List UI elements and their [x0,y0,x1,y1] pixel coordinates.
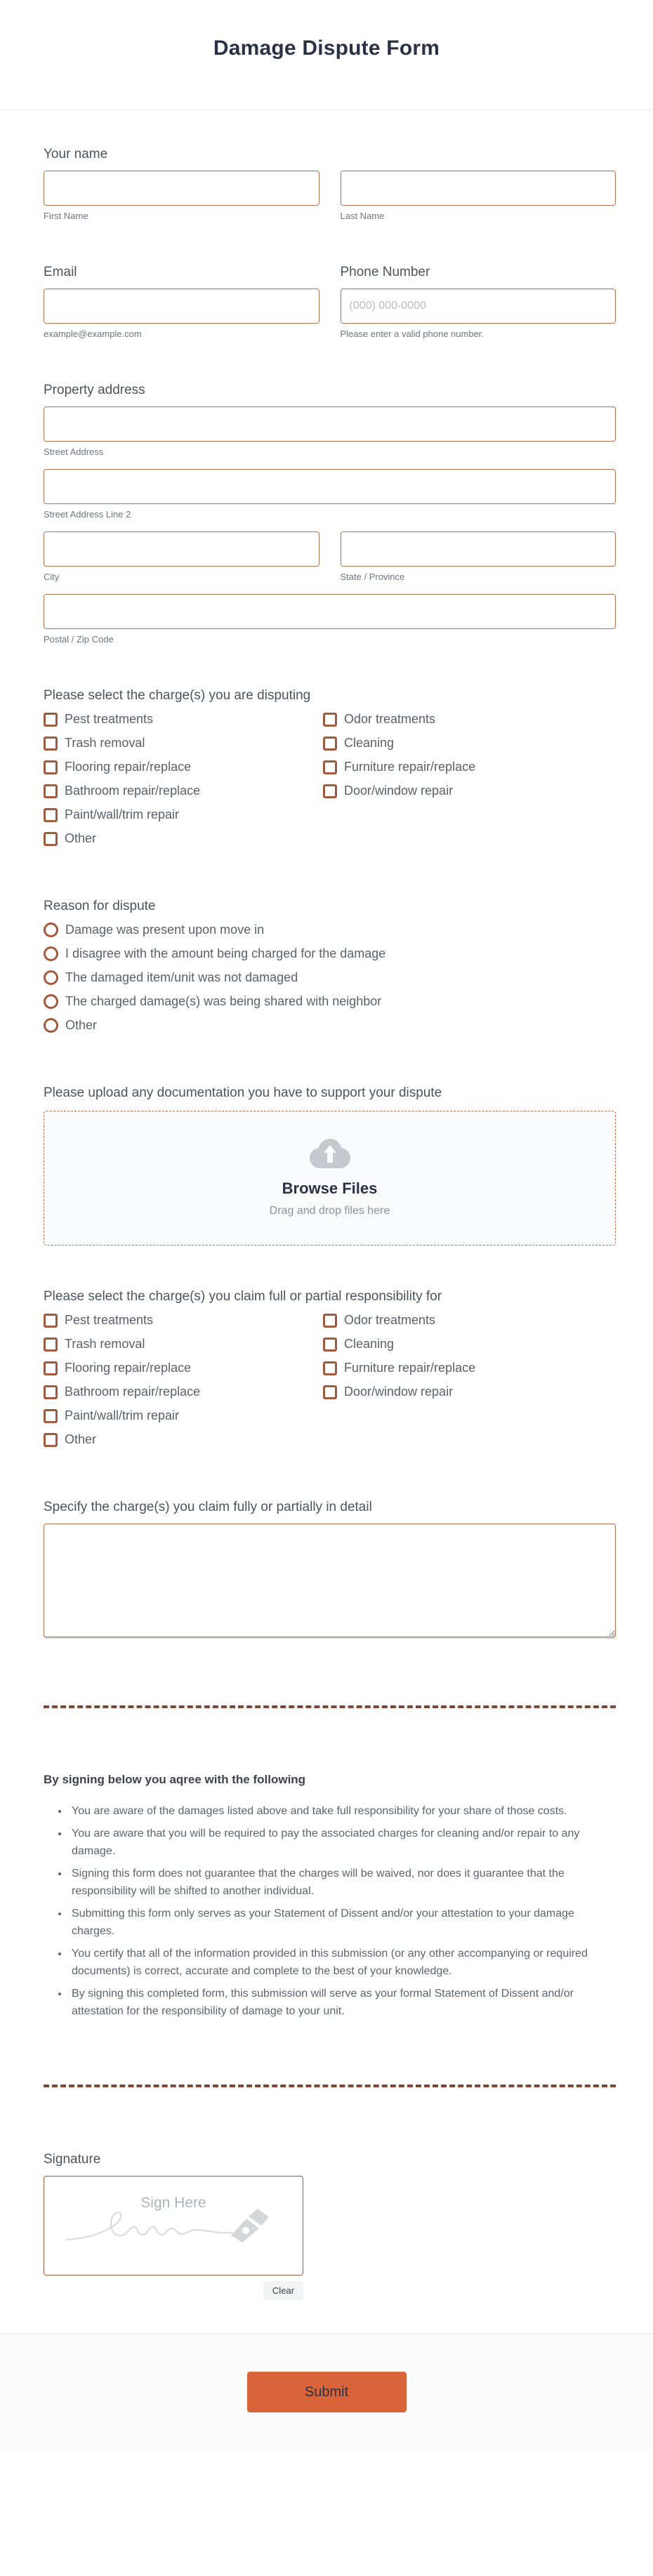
checkbox-option[interactable] [323,1385,602,1399]
agreement-bullet: • Signing this form does not guarantee that the charges will be waived, nor does it guarantee that the responsibility will be shifted to another individual. [69,1865,609,1900]
signature-doodle-icon [64,2203,282,2252]
checkbox[interactable] [323,713,337,727]
radio-option[interactable] [44,970,616,985]
checkbox[interactable] [323,1385,337,1399]
radio-option-label: The damaged item/unit was not damaged [65,970,298,984]
checkbox-option-label: Odor treatments [344,712,436,726]
email-sublabel: example@example.com [44,329,142,339]
radio-option[interactable] [44,994,616,1009]
checkbox[interactable] [44,1385,58,1399]
pen-nib-icon [231,2209,269,2243]
radio-option-label: Other [65,1018,98,1032]
checkbox[interactable] [44,737,58,751]
street-address2-input[interactable] [44,469,616,504]
checkbox-option[interactable] [44,784,323,798]
checkbox[interactable] [323,1314,337,1328]
checkbox-option-label: Flooring repair/replace [65,760,192,774]
charges-responsibility-label: Please select the charge(s) you claim full or partial responsibility for [44,1289,442,1304]
checkbox[interactable] [323,1361,337,1375]
checkbox-option-label: Pest treatments [65,712,154,726]
checkbox-option-label: Paint/wall/trim repair [65,1408,180,1422]
checkbox[interactable] [44,1314,58,1328]
checkbox-option[interactable] [44,1337,323,1352]
checkbox[interactable] [323,737,337,751]
property-address-label: Property address [44,383,145,397]
checkbox-option[interactable] [44,831,323,846]
checkbox-option-label: Trash removal [65,736,145,750]
checkbox[interactable] [323,1337,337,1352]
checkbox-option[interactable] [323,736,602,751]
checkbox-option[interactable] [323,784,602,798]
street-address2-sublabel: Street Address Line 2 [44,509,131,520]
checkbox-option[interactable] [323,1337,602,1352]
checkbox-option-label: Furniture repair/replace [344,760,476,774]
question-charges-responsibility [44,1289,616,1456]
agreement-bullet: • Submitting this form only serves as your Statement of Dissent and/or your attestation to your damage charges. [69,1905,609,1940]
checkbox[interactable] [44,1409,58,1423]
radio-option[interactable] [44,923,616,937]
checkbox-option-label: Pest treatments [65,1313,154,1327]
street-address-input[interactable] [44,407,616,442]
sign-here-placeholder: Sign Here [140,2195,206,2211]
cloud-upload-icon [310,1139,350,1168]
responsibility-options-right [323,1313,602,1456]
checkbox[interactable] [44,1337,58,1352]
radio-option[interactable] [44,946,616,961]
checkbox-option-label: Bathroom repair/replace [65,784,201,798]
checkbox[interactable] [44,760,58,774]
checkbox[interactable] [44,832,58,846]
question-charges-disputing [44,688,616,855]
city-input[interactable] [44,531,319,567]
email-label: Email [44,265,77,279]
question-property-address [44,383,616,645]
question-specify-detail [44,1500,616,1641]
reason-options [44,923,616,1042]
checkbox-option[interactable] [323,1313,602,1328]
drag-drop-hint: Drag and drop files here [269,1205,390,1217]
checkbox-option[interactable] [323,760,602,774]
specify-detail-label: Specify the charge(s) you claim fully or partially in detail [44,1500,372,1514]
last-name-input[interactable] [341,171,616,206]
agreement-bullet: • You are aware that you will be required to pay the associated charges for cleaning and/or repair to any damage. [69,1825,609,1860]
disputing-options-left [44,712,323,855]
upload-label: Please upload any documentation you have to support your dispute [44,1085,442,1100]
checkbox-option[interactable] [323,712,602,727]
checkbox-option-label: Cleaning [344,736,395,750]
first-name-input[interactable] [44,171,319,206]
signature-pad[interactable] [44,2176,303,2276]
checkbox[interactable] [44,1433,58,1447]
question-upload-documentation [44,1085,616,1246]
browse-files-button[interactable]: Browse Files [282,1180,378,1197]
page-title: Damage Dispute Form [213,37,440,60]
question-contact [44,265,616,339]
checkbox-option[interactable] [44,1313,323,1328]
radio-button[interactable] [44,923,58,937]
radio-button[interactable] [44,946,58,961]
state-input[interactable] [341,531,616,567]
form-header [0,0,653,110]
radio-option-label: I disagree with the amount being charged for the damage [65,946,386,960]
checkbox[interactable] [323,760,337,774]
question-reason-for-dispute [44,899,616,1042]
checkbox-option-label: Bathroom repair/replace [65,1385,201,1399]
checkbox-option-label: Furniture repair/replace [344,1361,476,1375]
checkbox-option[interactable] [44,1385,323,1399]
agreement-heading: By signing below you aqree with the following [44,1773,306,1786]
agreement-bullet: • By signing this completed form, this submission will serve as your formal Statement of Dissent and/or attestation for the responsibility of damage to your unit. [69,1985,609,2020]
checkbox[interactable] [44,1361,58,1375]
dashed-divider [44,1705,616,1708]
signature-label: Signature [44,2152,101,2167]
dashed-divider [44,2085,616,2087]
signature-clear-button[interactable]: Clear [263,2281,303,2300]
checkbox-option[interactable] [44,1408,323,1423]
agreement-section [44,1773,616,2020]
checkbox-option-label: Trash removal [65,1337,145,1351]
agreement-bullet: • You certify that all of the information provided in this submission (or any other accompanying or required documents) is correct, accurate and complete to the best of your knowledge. [69,1945,609,1980]
checkbox-option-label: Other [65,1432,97,1446]
question-your-name [44,147,616,221]
street-address-sublabel: Street Address [44,447,104,457]
radio-option-label: The charged damage(s) was being shared with neighbor [65,994,382,1008]
checkbox-option-label: Door/window repair [344,1385,454,1399]
checkbox[interactable] [44,808,58,822]
last-name-sublabel: Last Name [340,211,385,221]
checkbox-option[interactable] [44,807,323,822]
checkbox-option[interactable] [44,712,323,727]
agreement-bullet: • You are aware of the damages listed above and take full responsibility for your share of those costs. [69,1802,609,1820]
agreement-bullet-list [69,1802,609,2020]
phone-label: Phone Number [340,265,430,279]
city-sublabel: City [44,572,60,582]
state-sublabel: State / Province [340,572,405,582]
checkbox-option-label: Odor treatments [344,1313,436,1327]
postal-code-input[interactable] [44,594,616,629]
radio-button[interactable] [44,994,58,1009]
radio-option-label: Damage was present upon move in [65,923,265,937]
question-signature [44,2152,616,2300]
checkbox[interactable] [44,784,58,798]
email-input[interactable] [44,289,319,324]
checkbox-option[interactable] [44,1361,323,1375]
checkbox[interactable] [323,784,337,798]
disputing-options-right [323,712,602,855]
checkbox-option[interactable] [323,1361,602,1375]
form-footer [0,2334,653,2452]
checkbox-option[interactable] [44,760,323,774]
your-name-label: Your name [44,147,108,161]
phone-input[interactable] [341,289,616,324]
file-drop-zone[interactable] [44,1111,616,1246]
postal-code-sublabel: Postal / Zip Code [44,634,114,645]
checkbox-option[interactable] [44,1432,323,1447]
form-body [0,110,653,2300]
specify-detail-textarea[interactable] [44,1524,616,1637]
radio-button[interactable] [44,970,58,985]
reason-label: Reason for dispute [44,899,156,913]
checkbox-option-label: Other [65,831,97,845]
charges-disputing-label: Please select the charge(s) you are disputing [44,688,311,703]
radio-option[interactable] [44,1018,616,1033]
responsibility-options-left [44,1313,323,1456]
checkbox[interactable] [44,713,58,727]
checkbox-option-label: Cleaning [344,1337,395,1351]
checkbox-option-label: Door/window repair [344,784,454,798]
checkbox-option-label: Paint/wall/trim repair [65,807,180,821]
first-name-sublabel: First Name [44,211,88,221]
phone-sublabel: Please enter a valid phone number. [340,329,484,339]
radio-button[interactable] [44,1018,58,1033]
submit-button[interactable]: Submit [247,2372,407,2412]
checkbox-option[interactable] [44,736,323,751]
checkbox-option-label: Flooring repair/replace [65,1361,192,1375]
